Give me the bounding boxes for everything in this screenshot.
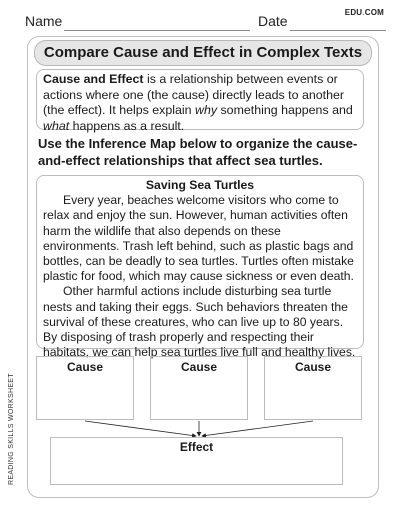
passage-paragraph-1: Every year, beaches welcome visitors who come to relax and enjoy the sun. However, human activities often harm the wildlife that also depends on these environments. Trash left behind, such as plastic bags and bottles, can be deadly to sea turtles. Turtles often mistake plastic for food, which may cause sickness or even death. xyxy=(43,193,354,284)
brand-logo: EDU.COM xyxy=(344,8,384,17)
passage-title: Saving Sea Turtles xyxy=(145,178,255,192)
date-label: Date xyxy=(258,13,288,29)
cause-box-1[interactable]: Cause xyxy=(36,356,134,420)
arrow-3 xyxy=(202,421,313,436)
definition-term: Cause and Effect xyxy=(43,72,144,86)
passage-paragraph-2: Other harmful actions include disturbing sea turtle nests and taking their eggs. Such behaviors threaten the survival of these creatures, who can live up to 80 years. By disposing of trash properly and respecting their habitats, we can help sea turtles live full and healthy lives. xyxy=(43,284,356,360)
cause-box-3[interactable]: Cause xyxy=(264,356,362,420)
worksheet-title: Compare Cause and Effect in Complex Texts xyxy=(34,40,372,66)
side-label: READING SKILLS WORKSHEET xyxy=(8,373,15,485)
name-label: Name xyxy=(25,13,63,29)
instruction-text: Use the Inference Map below to organize the cause-and-effect relationships that affect sea turtles. xyxy=(38,136,358,168)
effect-box[interactable]: Effect xyxy=(50,437,343,485)
definition-box: Cause and Effect is a relationship between events or actions where one (the cause) directly leads to another (the effect). It helps explain why something happens and what happens as a result. xyxy=(36,69,364,130)
arrow-1 xyxy=(85,421,196,436)
definition-what: what xyxy=(43,118,70,133)
definition-why: why xyxy=(195,103,218,118)
cause-box-2[interactable]: Cause xyxy=(150,356,248,420)
